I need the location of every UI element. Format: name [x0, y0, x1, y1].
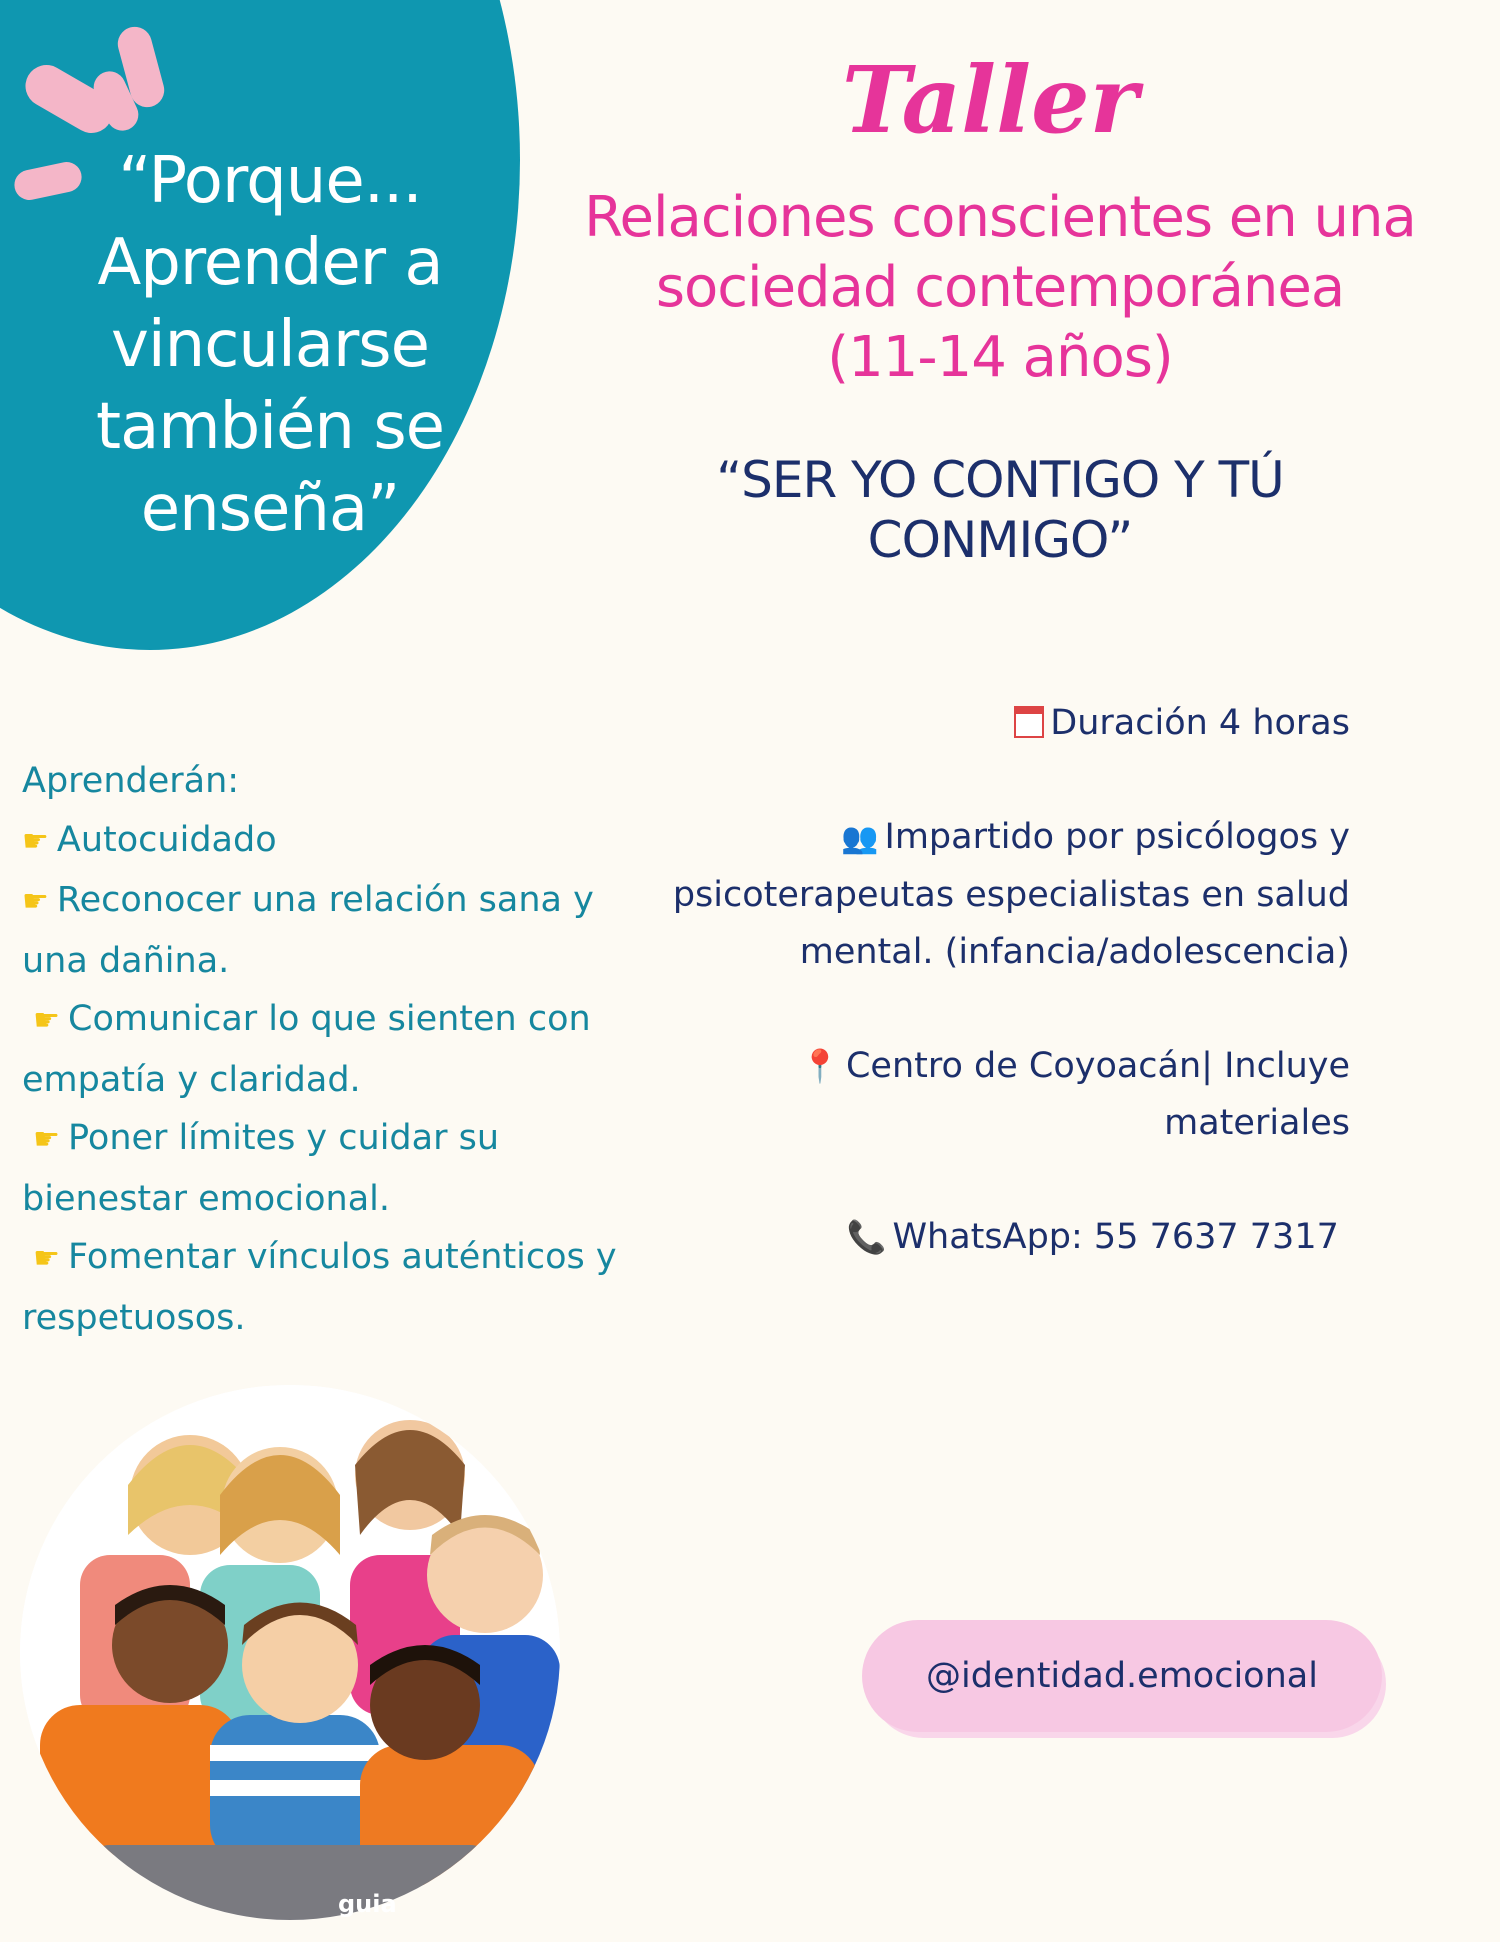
quote-line: también se [95, 390, 445, 464]
learning-item-text: Autocuidado [56, 819, 277, 860]
duration [620, 695, 1350, 752]
quote-line: enseña” [140, 472, 400, 546]
motto-line: CONMIGO” [867, 511, 1133, 569]
location-block [620, 1038, 1350, 1152]
pointing-hand-icon: ☛ [22, 823, 49, 859]
learning-item [22, 1228, 662, 1289]
learning-item-continuation: una dañina. [22, 940, 230, 981]
workshop-subtitle [540, 183, 1460, 393]
location-text: Centro de Coyoacán| Incluye [845, 1046, 1350, 1086]
duration-block [620, 695, 1350, 752]
calendar-icon [1014, 706, 1044, 738]
subtitle-line: sociedad contemporánea [655, 255, 1345, 320]
learning-item-continuation: respetuosos. [22, 1297, 246, 1338]
learning-item-text: Comunicar lo que sienten con [68, 999, 591, 1039]
pointing-hand-icon: ☛ [33, 1241, 61, 1276]
pointing-hand-icon: ☛ [33, 1003, 61, 1038]
learning-list [22, 752, 662, 1347]
motto-line: “SER YO CONTIGO Y TÚ [716, 451, 1284, 509]
subtitle-line: (11-14 años) [827, 325, 1173, 390]
learning-item [22, 1109, 662, 1170]
children-illustration [20, 1385, 560, 1920]
taught-by-line: mental. (infancia/adolescencia) [799, 932, 1350, 972]
phone-icon: 📞 [846, 1218, 887, 1256]
people-icon: 👥 [841, 821, 879, 856]
learning-item [22, 990, 662, 1051]
whatsapp-text[interactable]: WhatsApp: 55 7637 7317 [892, 1217, 1339, 1257]
duration-text: Duración 4 horas [1050, 703, 1350, 743]
learning-item-text: Reconocer una relación sana y [56, 880, 594, 920]
learning-item-text: Fomentar vínculos auténticos y [68, 1237, 617, 1277]
whatsapp-block [620, 1209, 1350, 1266]
location-pin-icon: 📍 [800, 1047, 840, 1085]
taught-by-block [620, 809, 1350, 981]
page-title: Taller [841, 46, 1139, 154]
photo-watermark: guia [338, 1890, 397, 1918]
taught-by-line: psicoterapeutas especialistas en salud [672, 875, 1350, 915]
subtitle-line: Relaciones conscientes en una [584, 185, 1416, 250]
learning-item-continuation: empatía y claridad. [22, 1059, 361, 1100]
learning-item-text: Poner límites y cuidar su [68, 1118, 500, 1158]
taught-by-text: Impartido por psicólogos y [884, 817, 1350, 857]
pointing-hand-icon: ☛ [22, 884, 49, 919]
children-photo [20, 1385, 560, 1920]
quote-line: vincularse [111, 308, 429, 382]
location-line [620, 1038, 1350, 1095]
quote-line: Aprender a [97, 226, 443, 300]
learning-item [22, 871, 662, 932]
quote-line: “Porque... [118, 144, 422, 218]
social-handle-badge[interactable]: @identidad.emocional [862, 1620, 1382, 1732]
learning-item [22, 811, 662, 872]
motto [620, 450, 1380, 570]
taught-by-line [620, 809, 1350, 867]
whatsapp-contact[interactable] [620, 1209, 1350, 1266]
learning-heading: Aprenderán: [22, 761, 240, 801]
pointing-hand-icon: ☛ [33, 1122, 61, 1157]
location-line: materiales [1164, 1103, 1350, 1143]
learning-item-continuation: bienestar emocional. [22, 1178, 391, 1219]
quote-text [60, 140, 480, 550]
workshop-info [620, 695, 1350, 1323]
